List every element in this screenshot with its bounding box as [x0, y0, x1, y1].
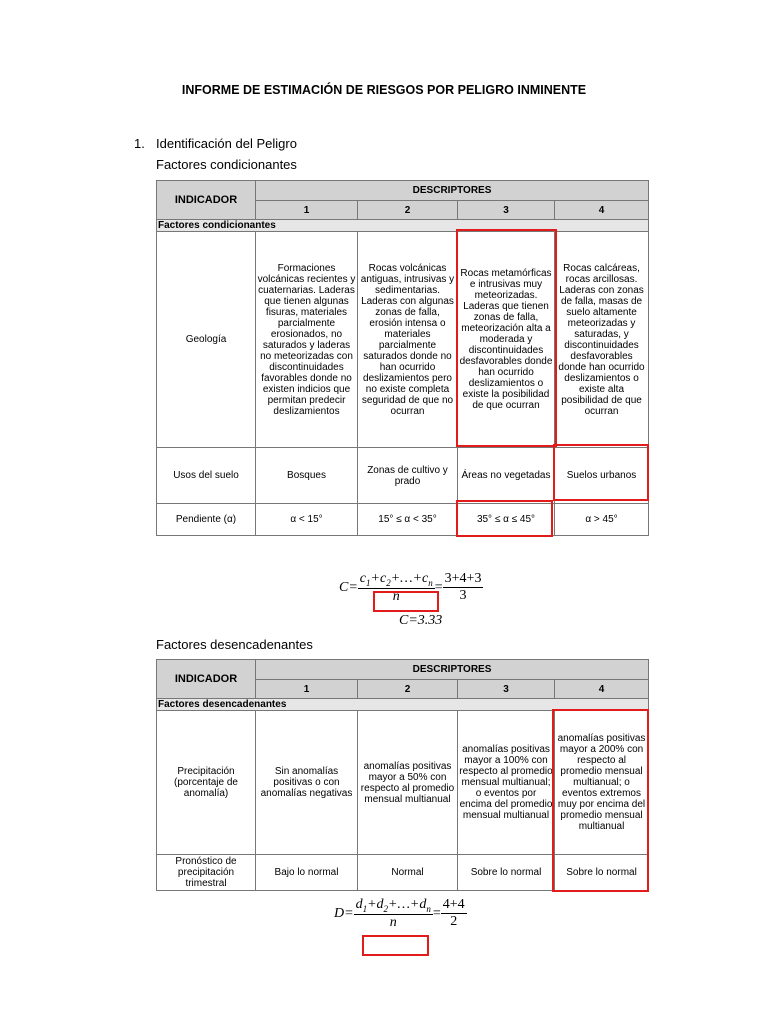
highlight-formula-d-result [362, 935, 429, 956]
formula-c-equals: = [434, 580, 443, 596]
descriptor-cell: Bajo lo normal [256, 855, 358, 891]
level-header: 3 [458, 680, 555, 699]
highlight-pendiente-3 [456, 500, 553, 537]
descriptor-cell: Suelos urbanos [555, 448, 649, 504]
group-label: Factores condicionantes [157, 220, 649, 232]
descriptor-cell: Formaciones volcánicas recientes y cuaternarias. Laderas que tienen algunas fisuras, materiales parcialmente erosionados, no saturados y laderas no meteorizadas con discontinuidades favorables donde no existen indicios que permitan predecir deslizamientos [256, 232, 358, 448]
indicator-cell: Precipitación (porcentaje de anomalía) [157, 711, 256, 855]
level-header: 2 [358, 680, 458, 699]
level-header: 4 [555, 680, 649, 699]
level-header: 1 [256, 201, 358, 220]
formula-d-equals: = [432, 906, 441, 922]
level-header: 4 [555, 201, 649, 220]
indicator-cell: Pendiente (α) [157, 504, 256, 536]
descriptor-cell: Rocas metamórficas e intrusivas muy meteorizadas. Laderas que tienen zonas de falla, meteorización alta a moderada y discontinuidades desfavorables donde han ocurrido deslizamientos o existe la posibilidad de que ocurran [458, 232, 555, 448]
section-title: Identificación del Peligro [156, 136, 297, 151]
formula-d-lhs: D= [334, 906, 354, 922]
formula-c-den2: 3 [443, 587, 484, 604]
formula-d [334, 897, 467, 931]
formula-d-denominator: n [354, 914, 433, 931]
group-label: Factores desencadenantes [157, 699, 649, 711]
descriptor-cell: Rocas volcánicas antiguas, intrusivas y sedimentarias. Laderas con algunas zonas de falla, erosión intensa o materiales parcialmente saturados donde no han ocurrido deslizamientos pero no existe completa seguridad de que no ocurran [358, 232, 458, 448]
indicator-cell: Pronóstico de precipitación trimestral [157, 855, 256, 891]
formula-d-num2: 4+4 [442, 897, 465, 913]
descriptor-cell: Rocas calcáreas, rocas arcillosas. Laderas con zonas de falla, masas de suelo altamente meteorizadas y saturadas, y discontinuidades desfavorables donde han ocurrido deslizamientos o existe alta posibilidad de que ocurran [555, 232, 649, 448]
descriptor-cell: α > 45° [555, 504, 649, 536]
descriptor-cell: Sobre lo normal [458, 855, 555, 891]
indicator-cell: Usos del suelo [157, 448, 256, 504]
indicator-cell: Geología [157, 232, 256, 448]
level-header: 2 [358, 201, 458, 220]
descriptor-cell: α < 15° [256, 504, 358, 536]
indicator-header: INDICADOR [157, 660, 256, 699]
formula-c-lhs: C= [339, 580, 358, 596]
highlight-formula-c-denominator [373, 591, 439, 612]
document-title: INFORME DE ESTIMACIÓN DE RIESGOS POR PELIGRO INMINENTE [181, 83, 587, 97]
descriptor-cell: anomalías positivas mayor a 200% con respecto al promedio mensual multianual; o eventos extremos muy por encima del promedio mensual multianual [555, 711, 649, 855]
indicator-header: INDICADOR [157, 181, 256, 220]
descriptor-cell: Sin anomalías positivas o con anomalías negativas [256, 711, 358, 855]
highlight-precipitacion-4 [552, 709, 649, 892]
formula-d-numerator: $d_1+d_2+\dots+d_n$ [355, 897, 431, 914]
descriptor-cell: Bosques [256, 448, 358, 504]
descriptor-cell: anomalías positivas mayor a 100% con respecto al promedio mensual multianual; o eventos por encima del promedio mensual multianual [458, 711, 555, 855]
level-header: 3 [458, 201, 555, 220]
descriptor-cell: 15° ≤ α < 35° [358, 504, 458, 536]
descriptor-cell: Sobre lo normal [555, 855, 649, 891]
descriptor-cell: Áreas no vegetadas [458, 448, 555, 504]
descriptor-cell: Normal [358, 855, 458, 891]
descriptors-header: DESCRIPTORES [256, 660, 649, 680]
conditioning-factors-heading: Factores condicionantes [156, 157, 297, 172]
descriptor-cell: 35° ≤ α ≤ 45° [458, 504, 555, 536]
descriptor-cell: anomalías positivas mayor a 50% con respecto al promedio mensual multianual [358, 711, 458, 855]
descriptors-header: DESCRIPTORES [256, 181, 649, 201]
section-number: 1. [134, 136, 145, 151]
highlight-geologia-3 [456, 229, 557, 447]
highlight-usos-4 [553, 444, 649, 501]
formula-c-result: C=3.33 [399, 613, 443, 628]
formula-c-denominator: n [358, 588, 435, 605]
descriptor-cell: Zonas de cultivo y prado [358, 448, 458, 504]
formula-d-den2: 2 [441, 913, 467, 930]
formula-c-numerator: $c_1+c_2+\dots+c_n$ [359, 571, 433, 588]
level-header: 1 [256, 680, 358, 699]
triggering-factors-heading: Factores desencadenantes [156, 637, 313, 652]
formula-c-num2: 3+4+3 [444, 571, 482, 587]
